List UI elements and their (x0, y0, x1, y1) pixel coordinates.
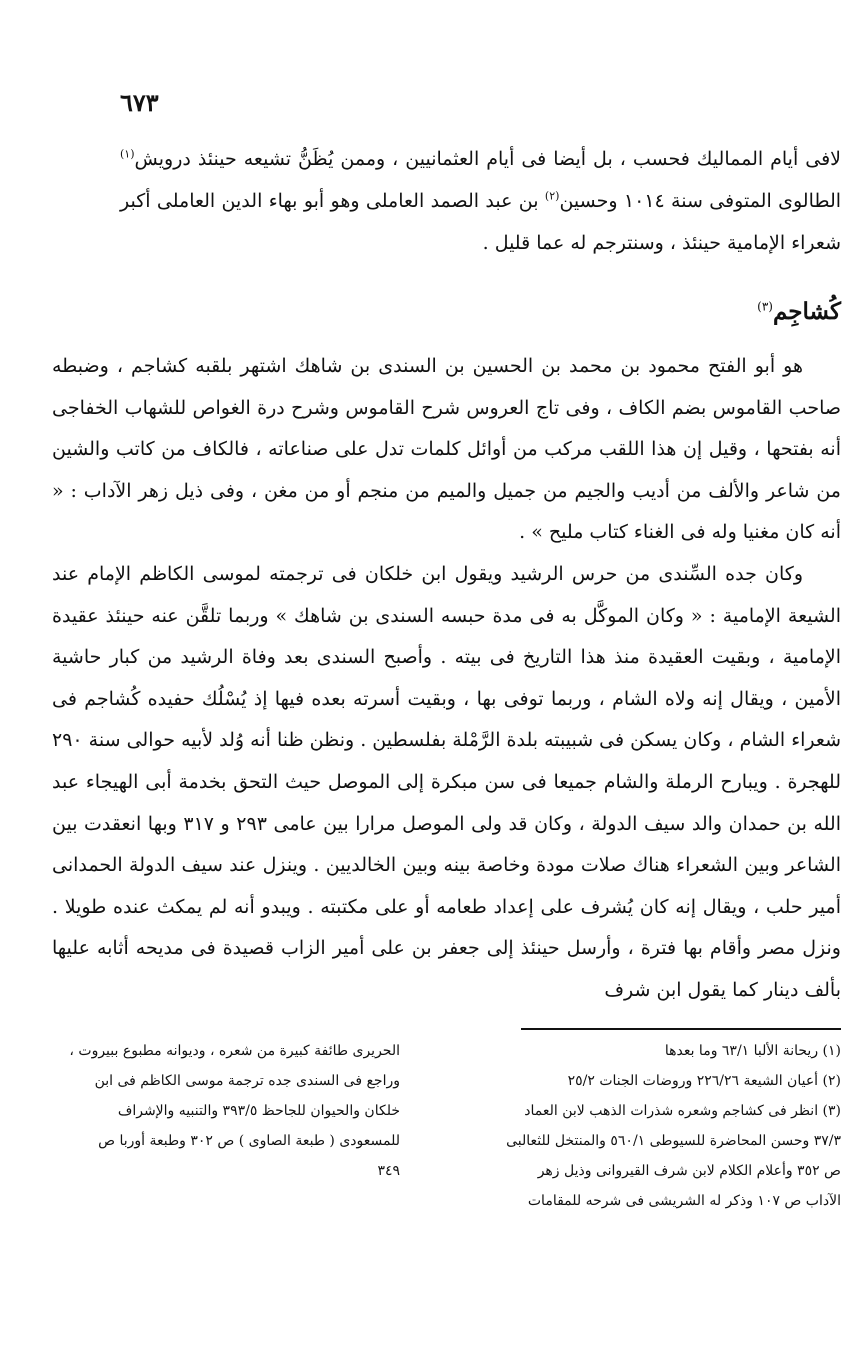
section-title-note: (٣) (757, 299, 773, 314)
footnote-line: (٣) انظر فى كشاجم وشعره شذرات الذهب لابن العماد (524, 1103, 841, 1119)
footnote-line: (١) ريحانة الألبا ٦٣/١ وما بعدها (664, 1043, 841, 1059)
intro-text-middle: الطالوى المتوفى سنة ١٠١٤ وحسين (559, 190, 842, 212)
intro-text (120, 138, 841, 264)
footnotes-left-column (50, 1036, 400, 1236)
footnote-line: خلكان والحيوان للجاحظ ٣٩٣/٥ والتنبيه والإشراف (117, 1103, 400, 1119)
footnote-line: للمسعودى ( طبعة الصاوى ) ص ٣٠٢ وطبعة أوربا ص (98, 1133, 400, 1149)
section-paragraph-2: وكان جده السِّندى من حرس الرشيد ويقول ابن خلكان فى ترجمته لموسى الكاظم الإمام عند الشيعة الإمامية : « وكان الموكَّل به فى مدة حبسه السندى بن شاهك » وربما تلقَّن عنه حينئذ عقيدة الإمامية ، وبقيت العقيدة منذ هذا التاريخ فى بيته . وأصبح السندى بعد وفاة الرشيد من كبار حاشية الأمين ، ويقال إنه ولاه الشام ، وربما توفى بها ، وبقيت أسرته بعده فيها إذ يُسْلُك حفيده كُشاجم فى شعراء الشام ، وكان يسكن فى شبيبته بلدة الرَّمْلة بفلسطين . ونظن ظنا أنه وُلد لأبيه حوالى سنة ٢٩٠ للهجرة . ويبارح الرملة والشام جميعا فى سن مبكرة إلى الموصل حيث التحق بخدمة أبى الهيجاء عبد الله بن حمدان والد سيف الدولة ، وكان قد ولى الموصل مرارا بين عامى ٢٩٣ و ٣١٧ وبها انعقدت بين الشاعر وبين الشعراء هناك صلات مودة وخاصة بينه وبين الخالديين . وينزل عند سيف الدولة الحمدانى أمير حلب ، ويقال إنه كان يُشرف على إعداد طعامه أو على مكتبته . ويبدو أنه لم يمكث عنده طويلا . ونزل مصر وأقام بها فترة ، وأرسل حينئذ إلى جعفر بن على أمير الزاب قصيدة فى مديحه أثابه عليها بألف دينار كما يقول ابن شرف (52, 562, 842, 1001)
footnote-line: ص ٣٥٢ وأعلام الكلام لابن شرف القيروانى وذيل زهر (537, 1163, 841, 1179)
footnotes (50, 1036, 841, 1236)
footnote-line: ٣٧/٣ وحسن المحاضرة للسيوطى ٥٦٠/١ والمنتخل للثعالبى (506, 1133, 841, 1149)
section-heading (757, 298, 841, 325)
footnote-line: (٢) أعيان الشيعة ٢٢٦/٢٦ وروضات الجنات ٢٥/٢ (567, 1073, 841, 1089)
footnotes-right-column (481, 1036, 841, 1236)
section-paragraph-1: هو أبو الفتح محمود بن محمد بن الحسين بن السندى بن شاهك اشتهر بلقبه كشاجم ، وضبطه صاحب القاموس بضم الكاف ، وفى تاج العروس شرح القاموس وشرح درة الغواص للشهاب الخفاجى أنه بفتحها ، وقيل إن هذا اللقب مركب من أوائل كلمات تدل على صناعاته ، فالكاف من كاتب والشين من شاعر والألف من أديب والجيم من جميل والميم من منجم أو من مغن ، وفى ذيل زهر الآداب : « أنه كان مغنيا وله فى الغناء كتاب مليح » . (52, 355, 841, 544)
page-number: ٦٧٣ (120, 88, 159, 117)
footnote-line: الحريرى طائفة كبيرة من شعره ، وديوانه مطبوع ببيروت ، (69, 1043, 400, 1059)
intro-text-start: لافى أيام المماليك فحسب ، بل أيضا فى أيام العثمانيين ، وممن يُظَنُّ تشيعه حينئذ درويش (134, 148, 841, 170)
footnote-marker-1: (١) (120, 147, 135, 161)
intro-paragraph (120, 138, 841, 264)
footnote-marker-2: (٢) (544, 189, 560, 203)
footnote-line: الآداب ص ١٠٧ وذكر له الشريشى فى شرحه للمقامات (527, 1193, 841, 1209)
section-body (52, 346, 841, 1012)
section-title: كُشاجِم (772, 298, 841, 325)
intro-text-end: بن عبد الصمد العاملى وهو أبو بهاء الدين العاملى أكبر شعراء الإمامية حينئذ ، وسنترجم له عما قليل . (120, 190, 841, 254)
footnote-line: ٣٤٩ (377, 1163, 400, 1179)
footnote-line: وراجع فى السندى جده ترجمة موسى الكاظم فى ابن (94, 1073, 400, 1089)
footnote-divider (521, 1028, 841, 1030)
